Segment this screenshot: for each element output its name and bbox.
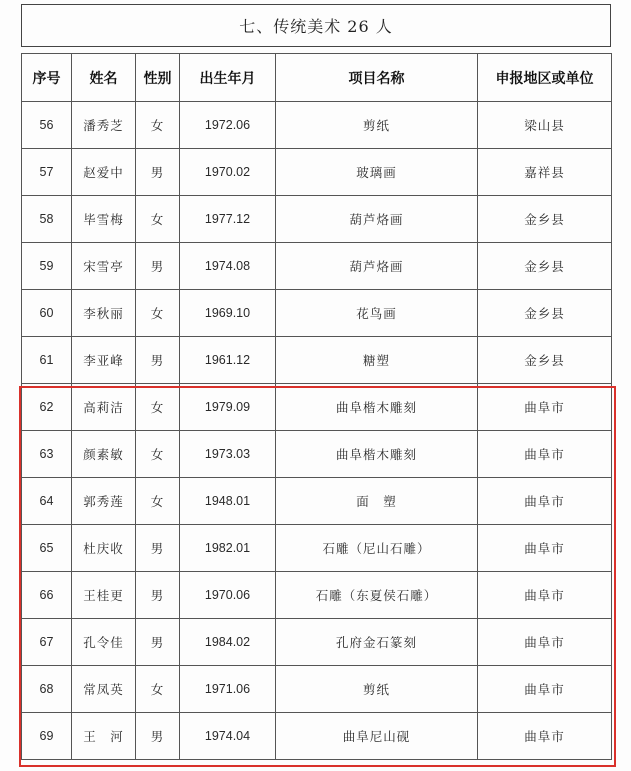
cell-birth: 1977.12 (180, 196, 276, 243)
cell-name: 颜素敏 (72, 431, 136, 478)
cell-no: 65 (22, 525, 72, 572)
cell-gender: 女 (136, 102, 180, 149)
cell-no: 68 (22, 666, 72, 713)
cell-region: 曲阜市 (478, 478, 612, 525)
cell-gender: 女 (136, 196, 180, 243)
cell-region: 曲阜市 (478, 619, 612, 666)
cell-project: 孔府金石篆刻 (276, 619, 478, 666)
cell-region: 金乡县 (478, 290, 612, 337)
cell-birth: 1973.03 (180, 431, 276, 478)
table-row (22, 478, 612, 525)
cell-no: 64 (22, 478, 72, 525)
cell-gender: 男 (136, 572, 180, 619)
cell-project: 葫芦烙画 (276, 243, 478, 290)
cell-region: 梁山县 (478, 102, 612, 149)
table-row (22, 102, 612, 149)
cell-project: 葫芦烙画 (276, 196, 478, 243)
cell-region: 金乡县 (478, 196, 612, 243)
header-gender: 性别 (136, 54, 180, 102)
cell-project: 石雕（尼山石雕） (276, 525, 478, 572)
table-body (22, 102, 612, 760)
cell-gender: 男 (136, 713, 180, 760)
cell-gender: 男 (136, 619, 180, 666)
cell-region: 金乡县 (478, 243, 612, 290)
cell-gender: 女 (136, 431, 180, 478)
cell-gender: 男 (136, 149, 180, 196)
cell-birth: 1961.12 (180, 337, 276, 384)
cell-region: 曲阜市 (478, 572, 612, 619)
cell-name: 郭秀莲 (72, 478, 136, 525)
cell-birth: 1972.06 (180, 102, 276, 149)
header-region: 申报地区或单位 (478, 54, 612, 102)
cell-name: 孔令佳 (72, 619, 136, 666)
cell-project: 糖塑 (276, 337, 478, 384)
cell-project: 曲阜楷木雕刻 (276, 384, 478, 431)
cell-gender: 男 (136, 243, 180, 290)
cell-no: 66 (22, 572, 72, 619)
cell-name: 毕雪梅 (72, 196, 136, 243)
cell-no: 57 (22, 149, 72, 196)
cell-region: 曲阜市 (478, 713, 612, 760)
cell-birth: 1971.06 (180, 666, 276, 713)
cell-birth: 1970.02 (180, 149, 276, 196)
cell-name: 李秋丽 (72, 290, 136, 337)
table-row (22, 431, 612, 478)
cell-birth: 1970.06 (180, 572, 276, 619)
cell-birth: 1974.08 (180, 243, 276, 290)
table-row (22, 384, 612, 431)
section-title: 七、传统美术 26 人 (21, 4, 611, 47)
table-row (22, 290, 612, 337)
cell-region: 曲阜市 (478, 384, 612, 431)
cell-no: 67 (22, 619, 72, 666)
table-row (22, 243, 612, 290)
cell-name: 王桂更 (72, 572, 136, 619)
cell-region: 曲阜市 (478, 666, 612, 713)
cell-project: 曲阜楷木雕刻 (276, 431, 478, 478)
cell-no: 58 (22, 196, 72, 243)
cell-no: 62 (22, 384, 72, 431)
cell-no: 63 (22, 431, 72, 478)
cell-gender: 女 (136, 384, 180, 431)
cell-birth: 1969.10 (180, 290, 276, 337)
header-no: 序号 (22, 54, 72, 102)
cell-project: 玻璃画 (276, 149, 478, 196)
cell-birth: 1982.01 (180, 525, 276, 572)
cell-region: 嘉祥县 (478, 149, 612, 196)
table-row (22, 525, 612, 572)
cell-project: 石雕（东夏侯石雕） (276, 572, 478, 619)
cell-name: 杜庆收 (72, 525, 136, 572)
cell-project: 剪纸 (276, 666, 478, 713)
cell-name: 赵爱中 (72, 149, 136, 196)
table-row (22, 196, 612, 243)
cell-name: 潘秀芝 (72, 102, 136, 149)
cell-gender: 男 (136, 337, 180, 384)
header-project: 项目名称 (276, 54, 478, 102)
header-name: 姓名 (72, 54, 136, 102)
cell-no: 60 (22, 290, 72, 337)
inheritor-table (21, 53, 612, 760)
cell-gender: 女 (136, 290, 180, 337)
cell-gender: 男 (136, 525, 180, 572)
cell-project: 花鸟画 (276, 290, 478, 337)
cell-no: 69 (22, 713, 72, 760)
cell-no: 56 (22, 102, 72, 149)
cell-birth: 1984.02 (180, 619, 276, 666)
cell-region: 曲阜市 (478, 431, 612, 478)
cell-gender: 女 (136, 666, 180, 713)
cell-gender: 女 (136, 478, 180, 525)
table-row (22, 337, 612, 384)
cell-name: 王 河 (72, 713, 136, 760)
cell-birth: 1948.01 (180, 478, 276, 525)
cell-birth: 1979.09 (180, 384, 276, 431)
cell-region: 曲阜市 (478, 525, 612, 572)
cell-project: 曲阜尼山砚 (276, 713, 478, 760)
cell-project: 剪纸 (276, 102, 478, 149)
cell-project: 面 塑 (276, 478, 478, 525)
cell-name: 高莉洁 (72, 384, 136, 431)
table-row (22, 572, 612, 619)
cell-name: 宋雪亭 (72, 243, 136, 290)
cell-name: 李亚峰 (72, 337, 136, 384)
table-row (22, 149, 612, 196)
cell-no: 59 (22, 243, 72, 290)
cell-name: 常凤英 (72, 666, 136, 713)
table-row (22, 713, 612, 760)
header-birth: 出生年月 (180, 54, 276, 102)
table-row (22, 666, 612, 713)
cell-region: 金乡县 (478, 337, 612, 384)
table-header-row (22, 54, 612, 102)
cell-no: 61 (22, 337, 72, 384)
cell-birth: 1974.04 (180, 713, 276, 760)
table-row (22, 619, 612, 666)
